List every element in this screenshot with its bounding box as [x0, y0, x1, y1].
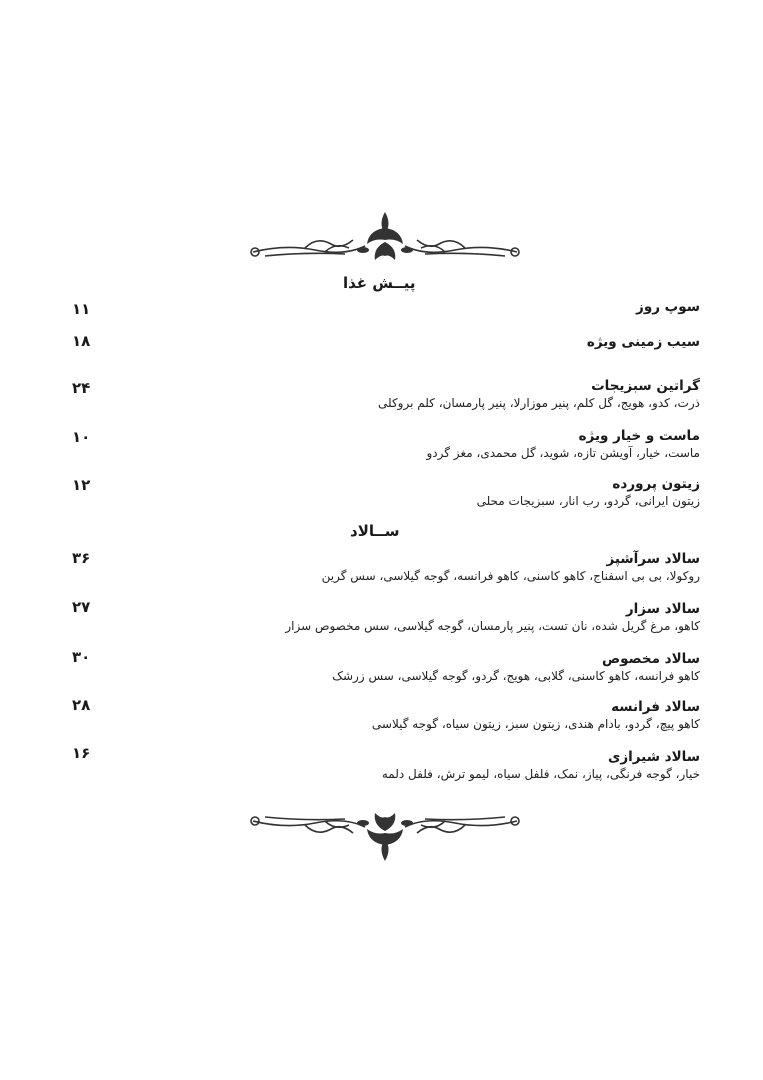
list-item	[63, 427, 700, 462]
item-name: گراتین سبزیجات	[591, 378, 700, 394]
item-description: ماست، خیار، آویشن تازه، شوید، گل محمدی، مغز گردو	[426, 446, 700, 460]
item-price: ۱۱	[72, 300, 91, 318]
item-price: ۲۴	[72, 379, 91, 397]
item-name: سالاد فرانسه	[611, 699, 700, 715]
item-description: کاهو، مرغ گریل شده، نان تست، پنیر پارمسان، گوجه گیلاسی، سس مخصوص سزار	[285, 619, 700, 633]
item-description: کاهو فرانسه، کاهو کاسنی، گلابی، هویج، گردو، گوجه گیلاسی، سس زرشک	[332, 669, 700, 683]
list-item	[63, 333, 700, 351]
item-price: ۲۷	[72, 598, 91, 616]
list-item	[63, 475, 700, 510]
item-name: سالاد سرآشپز	[606, 551, 700, 567]
item-name: زیتون پرورده	[612, 476, 700, 492]
item-price: ۲۸	[72, 696, 91, 714]
item-price: ۱۲	[72, 476, 91, 494]
item-name: سالاد سزار	[625, 601, 700, 617]
item-name: سالاد شیرازی	[608, 749, 700, 765]
item-price: ۳۰	[72, 648, 91, 666]
item-name: سالاد مخصوص	[601, 651, 700, 667]
list-item	[63, 600, 700, 635]
salads-heading: ســالاد	[350, 522, 400, 540]
item-name: سوپ روز	[636, 299, 700, 315]
list-item	[63, 550, 700, 585]
list-item	[63, 698, 700, 733]
top-ornament-icon	[245, 208, 525, 268]
item-description: زیتون ایرانی، گردو، رب انار، سبزیجات محلی	[476, 494, 700, 508]
item-price: ۱۸	[72, 332, 91, 350]
list-item	[63, 650, 700, 685]
list-item	[63, 377, 700, 412]
item-description: کاهو پیچ، گردو، بادام هندی، زیتون سبز، زیتون سیاه، گوجه گیلاسی	[371, 717, 700, 731]
item-name: سیب زمینی ویژه	[586, 334, 700, 350]
item-description: خیار، گوجه فرنگی، پیاز، نمک، فلفل سیاه، لیمو ترش، فلفل دلمه	[381, 767, 700, 781]
item-price: ۱۶	[72, 744, 91, 762]
item-price: ۱۰	[72, 428, 91, 446]
item-price: ۳۶	[72, 549, 91, 567]
item-description: ذرت، کدو، هویج، گل کلم، پنیر موزارلا، پنیر پارمسان، کلم بروکلی	[377, 396, 700, 410]
list-item	[63, 298, 700, 316]
list-item	[63, 748, 700, 783]
item-description: روکولا، بی بی اسفناج، کاهو کاسنی، کاهو فرانسه، گوجه گیلاسی، سس گرین	[321, 569, 700, 583]
appetizers-heading: پیــش غذا	[343, 274, 416, 292]
bottom-ornament-icon	[245, 805, 525, 865]
item-name: ماست و خیار ویژه	[578, 428, 700, 444]
